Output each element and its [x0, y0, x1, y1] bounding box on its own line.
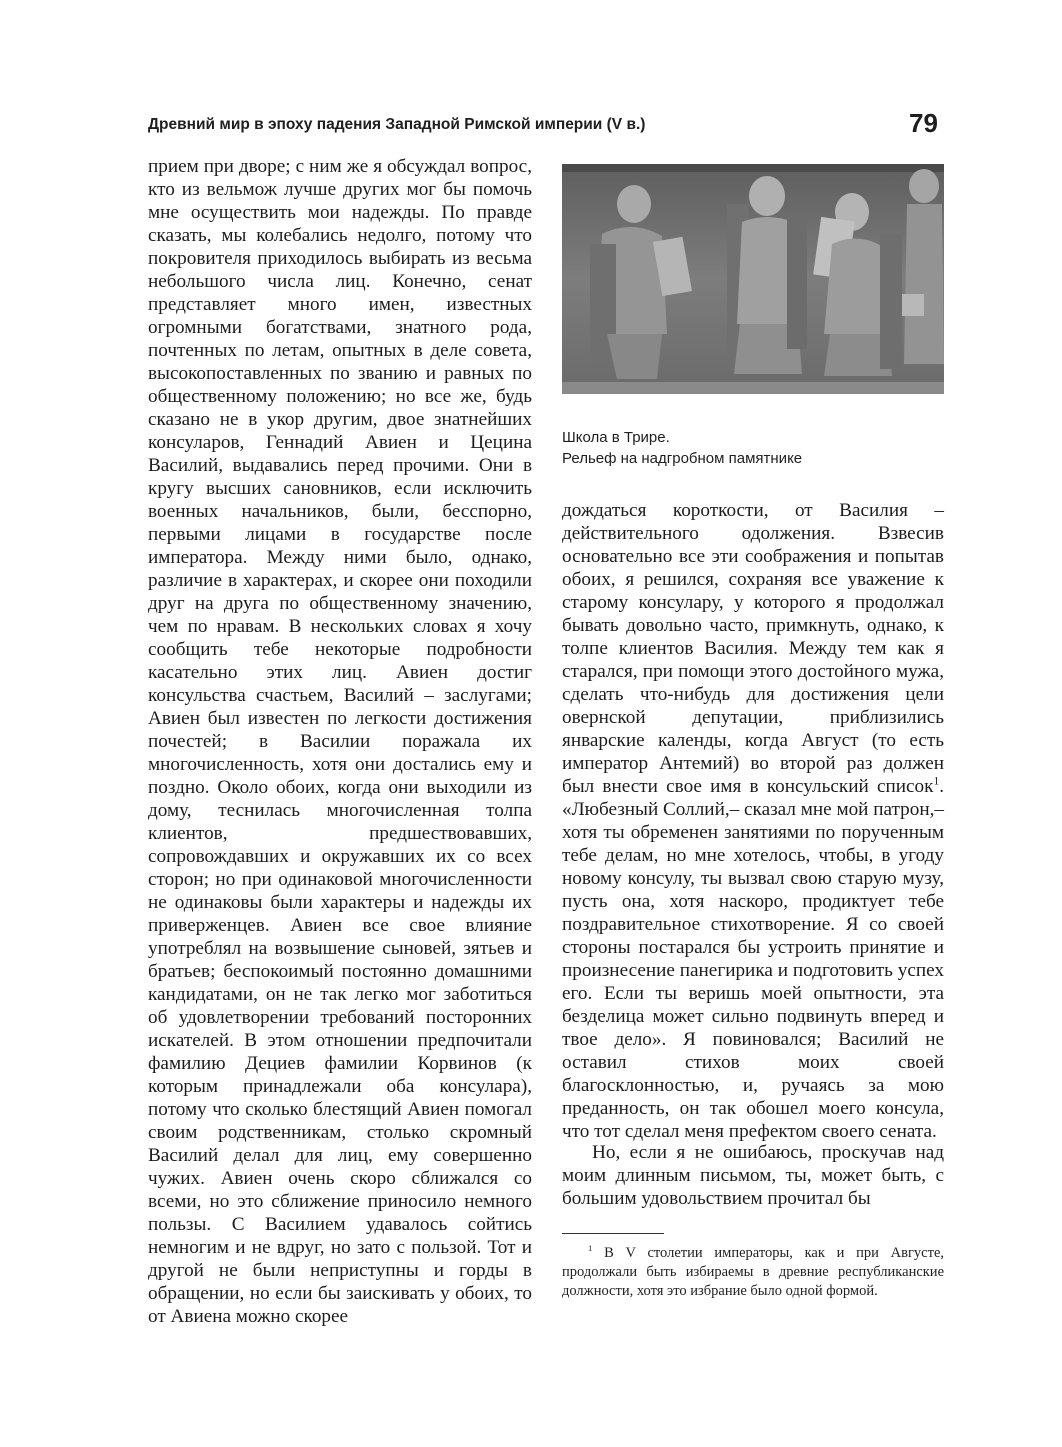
- footnote: [562, 1244, 944, 1301]
- right-column-paragraph-2: Но, если я не ошибаюсь, проскучав над моим длинным письмом, ты, может быть, с большим удовольствием прочитал бы: [562, 1142, 944, 1209]
- footnote-reference[interactable]: 1: [933, 775, 940, 788]
- right-column-paragraph-2-block: [562, 1141, 944, 1210]
- left-column-paragraph: прием при дворе; с ним же я обсуждал вопрос, кто из вельмож лучше других мог бы помочь мне осуществить мои надежды. По правде сказать, мы колебались недолго, потому что покровителя приходилось выбирать из весьма небольшого числа лиц. Конечно, сенат представляет много имен, известных огромными богатствами, знатного рода, почтенных по летам, опытных в деле совета, высокопоставленных по званию и равных по общественному положению; но все же, будь сказано не в укор другим, двое знатнейших консуларов, Геннадий Авиен и Цецина Василий, выдавались перед прочими. Они в кругу высших сановников, если исключить военных начальников, были, бесспорно, первыми лицами в государстве после императора. Между ними было, однако, различие в характерах, и скорее они походили друг на друга по общественному значению, чем по нравам. В нескольких словах я хочу сообщить тебе некоторые подробности касательно этих лиц. Авиен достиг консульства счастьем, Василий – заслугами; Авиен был известен по легкости достижения почестей; в Василии поражала их многочисленность, хотя они достались ему и поздно. Около обоих, когда они выходили из дому, теснилась многочисленная толпа клиентов, предшествовавших, сопровождавших и окружавших их со всех сторон; но при одинаковой многочисленности не одинаковы были характеры и надежды их приверженцев. Авиен все свое влияние употреблял на возвышение сыновей, зятьев и братьев; беспокоимый постоянно домашними кандидатами, он не так легко мог заботиться об удовлетворении требований посторонних искателей. В этом отношении предпочитали фамилию Дециев фамилии Корвинов (к которым принадлежали оба консулара), потому что сколько блестящий Авиен помогал своим родственникам, столько скромный Василий делал для лиц, ему совершенно чужих. Авиен очень скоро сближался со всеми, но это сближение приносило немного пользы. С Василием удавалось сойтись немногим и не вдруг, но зато с пользой. Тот и другой не были неприступны и горды в обращении, но если бы заискивать у обоих, то от Авиена можно скорее: [148, 156, 532, 1327]
- running-header-title: Древний мир в эпоху падения Западной Римской империи (V в.): [148, 116, 646, 133]
- left-column-text: [148, 155, 532, 1328]
- stone-relief-school-image: [562, 164, 944, 394]
- caption-subtitle: Рельеф на надгробном памятнике: [562, 450, 803, 467]
- page-number: 79: [909, 108, 938, 138]
- figure-caption: [562, 427, 944, 469]
- right-column-paragraph: [562, 499, 944, 1143]
- right-text-part1: дождаться короткости, от Василия – действительного одолжения. Взвесив основательно все эти соображения и попытав обоих, я решился, сохраняя все уважение к старому консулару, у которого я продолжал бывать довольно часто, примкнуть, однако, к толпе клиентов Василия. Между тем как я старался, при помощи этого достойного мужа, сделать что-нибудь для достижения цели овернской депутации, приблизились январские календы, когда Август (то есть император Антемий) во второй раз должен был внести свое имя в консульский список: [562, 500, 944, 797]
- caption-title: Школа в Трире.: [562, 429, 670, 446]
- right-column-text: [562, 499, 944, 1143]
- footnote-text: В V столетии императоры, как и при Августе, продолжали быть избираемы в древние республиканские должности, хотя это избрание было одной формой.: [562, 1245, 944, 1299]
- footnote-divider: [562, 1233, 664, 1234]
- relief-figure: [562, 164, 944, 394]
- footnote-number: 1: [588, 1243, 593, 1254]
- right-text-part2: . «Любезный Соллий,– сказал мне мой патрон,– хотя ты обременен занятиями по порученным тебе делам, но мне хотелось, чтобы, в угоду новому консулу, ты вызвал свою старую музу, пусть она, хотя наскоро, продиктует тебе поздравительное стихотворение. Я со своей стороны постарался бы устроить принятие и произнесение панегирика и подготовить успех его. Если ты веришь моей опытности, эта безделица может сильно подвинуть вперед и твое дело». Я повиновался; Василий не оставил стихов моих своей благосклонностью, и, ручаясь за мою преданность, он так обошел моего консула, что тот сделал меня префектом своего сената.: [562, 776, 944, 1142]
